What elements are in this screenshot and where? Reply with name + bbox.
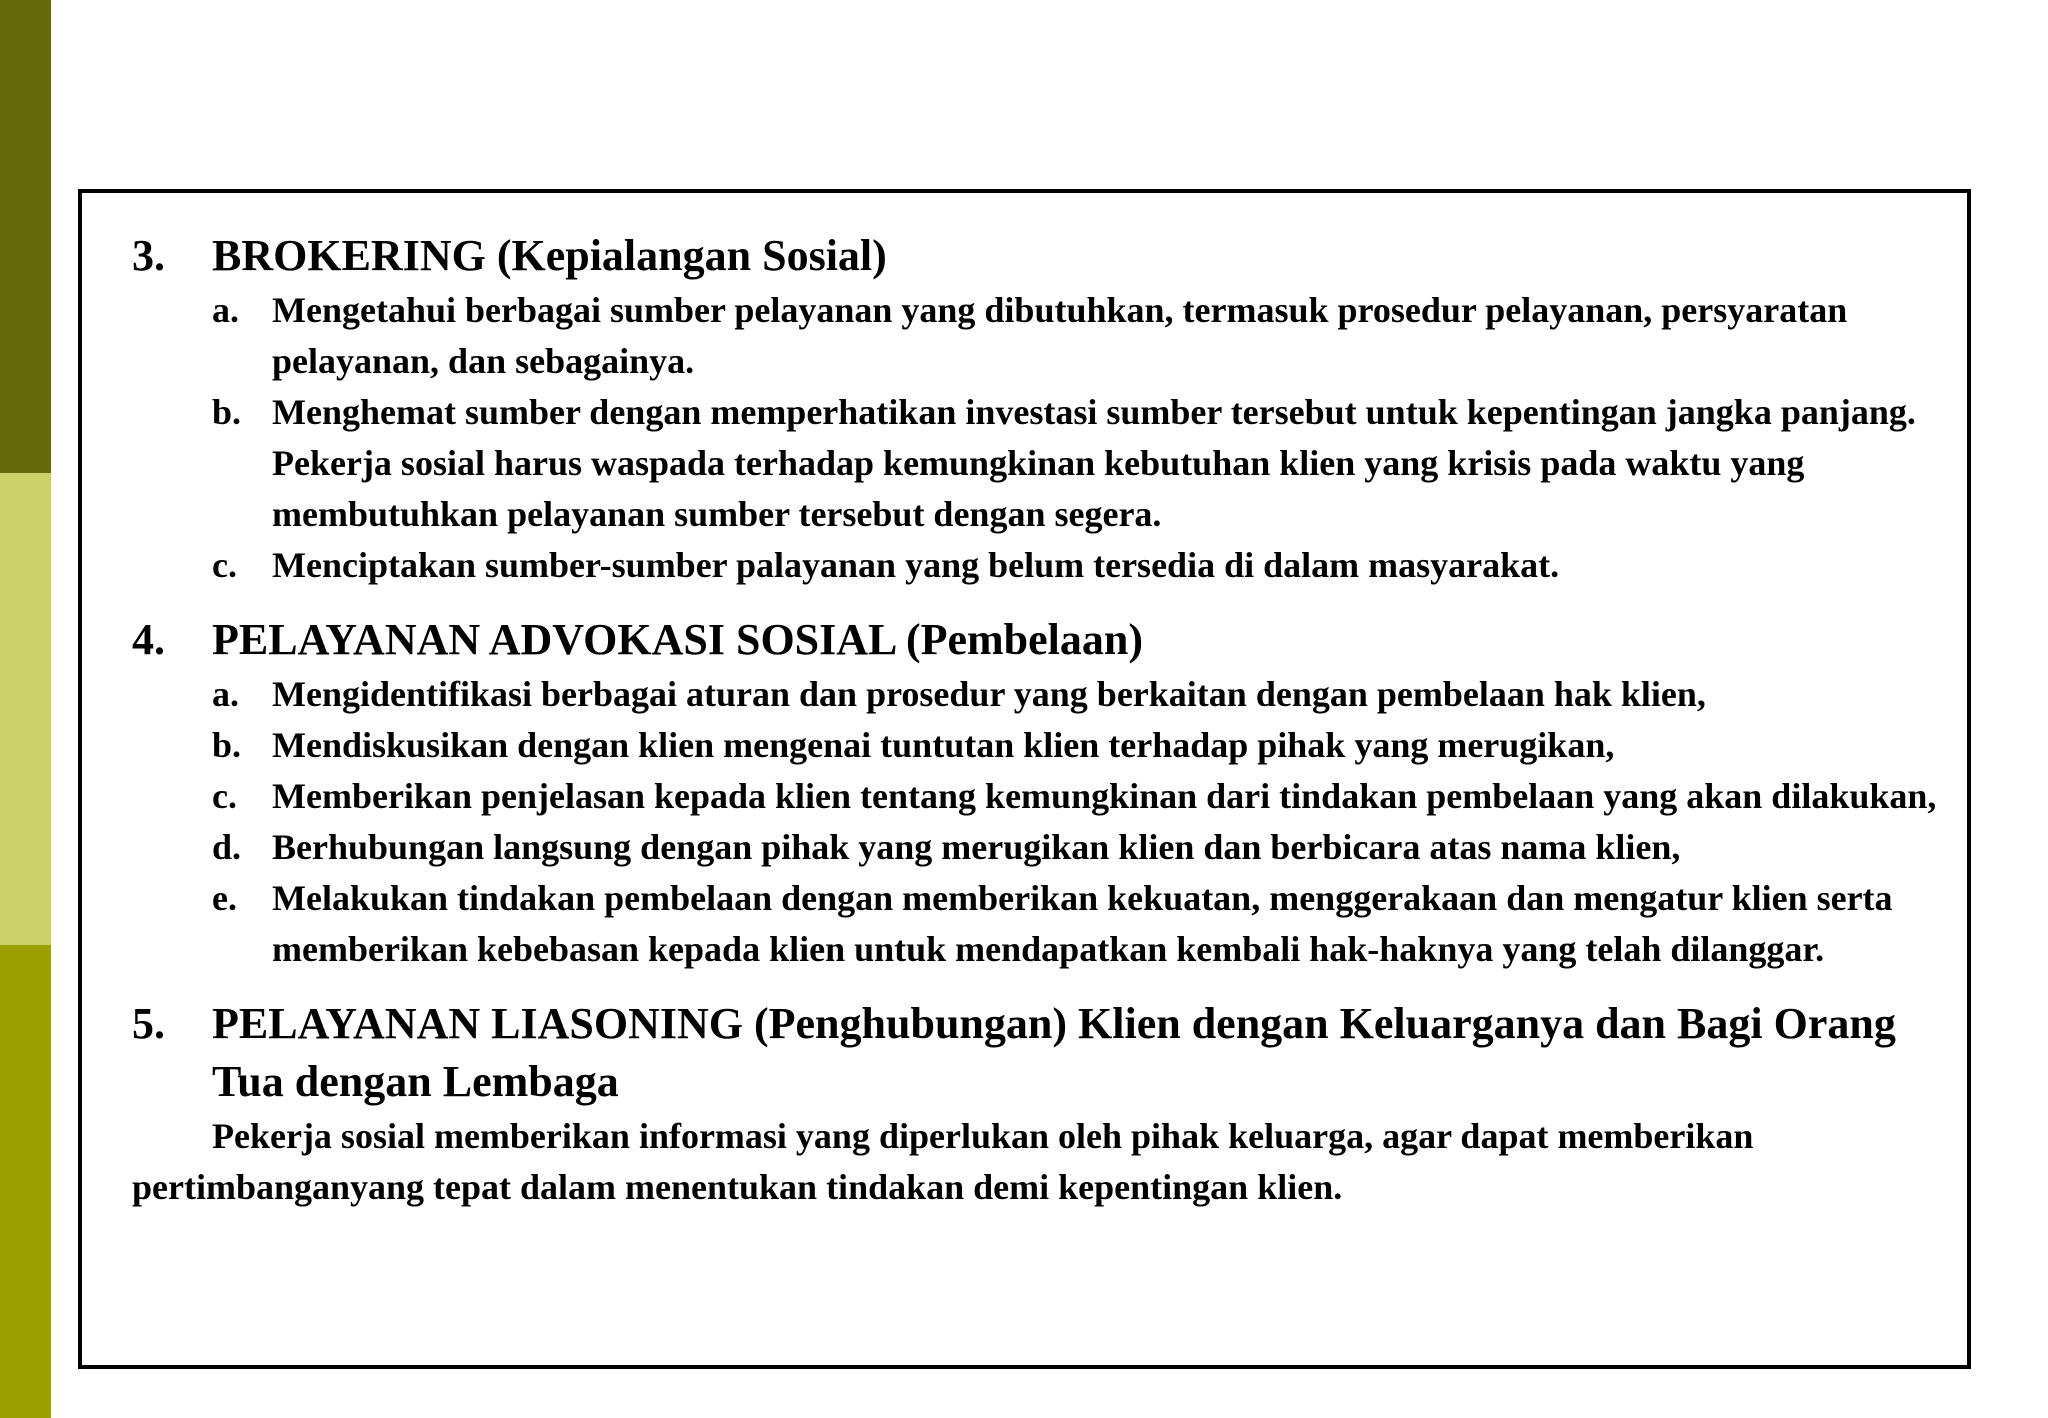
section-title-main: PELAYANAN LIASONING bbox=[212, 999, 743, 1048]
section-title-paren: (Penghubungan) bbox=[743, 999, 1068, 1048]
section-liasoning bbox=[132, 995, 1952, 1213]
list-item-text: Melakukan tindakan pembelaan dengan memberikan kekuatan, menggerakaan dan mengatur klien serta memberikan kebebasan kepada klien untuk mendapatkan kembali hak-haknya yang telah dilanggar. bbox=[272, 878, 1893, 969]
list-item-text: Memberikan penjelasan kepada klien tentang kemungkinan dari tindakan pembelaan yang akan dilakukan, bbox=[272, 776, 1937, 816]
section-title-paren: (Pembelaan) bbox=[894, 615, 1144, 664]
sub-item-list bbox=[212, 669, 1952, 975]
section-heading bbox=[132, 227, 1952, 285]
list-item-text: Berhubungan langsung dengan pihak yang merugikan klien dan berbicara atas nama klien, bbox=[272, 827, 1681, 867]
list-item bbox=[212, 540, 1952, 591]
list-item-text: Mengetahui berbagai sumber pelayanan yang dibutuhkan, termasuk prosedur pelayanan, persyaratan pelayanan, dan sebagainya. bbox=[272, 290, 1848, 381]
section-title-rest: Klien dengan Keluarganya dan Bagi Orang Tua dengan Lembaga bbox=[212, 999, 1896, 1106]
list-item-letter: b. bbox=[212, 725, 242, 765]
list-item-text: Menciptakan sumber-sumber palayanan yang belum tersedia di dalam masyarakat. bbox=[272, 545, 1560, 585]
list-item-letter: d. bbox=[212, 827, 242, 867]
list-item bbox=[212, 387, 1952, 540]
list-item-letter: b. bbox=[212, 392, 242, 432]
content-box bbox=[78, 189, 1971, 1369]
list-item bbox=[212, 873, 1952, 975]
section-title-paren: (Kepialangan Sosial) bbox=[485, 231, 887, 280]
list-item bbox=[212, 720, 1952, 771]
list-item-letter: e. bbox=[212, 878, 237, 918]
section-brokering bbox=[132, 227, 1952, 591]
text-area bbox=[132, 227, 1952, 1213]
list-item-text: Mengidentifikasi berbagai aturan dan prosedur yang berkaitan dengan pembelaan hak klien, bbox=[272, 674, 1706, 714]
sub-item-list bbox=[212, 285, 1952, 591]
side-bar-top-segment bbox=[0, 0, 51, 473]
section-heading bbox=[132, 995, 1952, 1111]
list-item bbox=[212, 822, 1952, 873]
section-heading bbox=[132, 611, 1952, 669]
list-item bbox=[212, 669, 1952, 720]
list-item-text: Mendiskusikan dengan klien mengenai tuntutan klien terhadap pihak yang merugikan, bbox=[272, 725, 1615, 765]
section-paragraph: Pekerja sosial memberikan informasi yang diperlukan oleh pihak keluarga, agar dapat memberikan pertimbanganyang tepat dalam menentukan tindakan demi kepentingan klien. bbox=[132, 1116, 1754, 1207]
section-number: 4. bbox=[132, 615, 165, 664]
section-title-main: BROKERING bbox=[212, 231, 486, 280]
side-bar-middle-segment bbox=[0, 473, 51, 945]
list-item-text: Menghemat sumber dengan memperhatikan investasi sumber tersebut untuk kepentingan jangka panjang. Pekerja sosial harus waspada terhadap kemungkinan kebutuhan klien yang krisis pada waktu yang membutuhkan pelayanan sumber tersebut dengan segera. bbox=[272, 392, 1916, 534]
list-item-letter: c. bbox=[212, 776, 237, 816]
list-item bbox=[212, 771, 1952, 822]
list-item bbox=[212, 285, 1952, 387]
section-title bbox=[212, 611, 1952, 669]
side-accent-bar bbox=[0, 0, 51, 1418]
section-title-main: PELAYANAN ADVOKASI SOSIAL bbox=[212, 615, 895, 664]
section-title bbox=[212, 995, 1952, 1111]
section-number: 5. bbox=[132, 999, 165, 1048]
list-item-letter: a. bbox=[212, 674, 239, 714]
section-title bbox=[212, 227, 1952, 285]
list-item-letter: c. bbox=[212, 545, 237, 585]
section-advokasi bbox=[132, 611, 1952, 975]
section-number: 3. bbox=[132, 231, 165, 280]
side-bar-bottom-segment bbox=[0, 945, 51, 1418]
list-item-letter: a. bbox=[212, 290, 239, 330]
